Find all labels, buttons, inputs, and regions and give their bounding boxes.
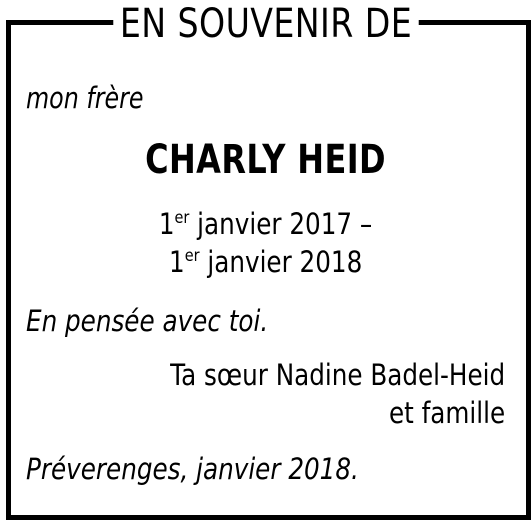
start-date-rest: janvier 2017 – [189, 207, 373, 241]
relation-intro: mon frère [26, 81, 144, 115]
signature-line-2: et famille [388, 396, 505, 430]
thought-message: En pensée avec toi. [26, 304, 269, 338]
deceased-name-text: CHARLY HEID [145, 137, 386, 183]
end-date-suffix: er [184, 246, 200, 266]
start-date-day: 1 [158, 207, 175, 241]
signature-line-1: Ta sœur Nadine Badel-Heid [169, 358, 505, 392]
life-dates [0, 205, 531, 281]
end-date-day: 1 [168, 245, 185, 279]
end-date-rest: janvier 2018 [199, 245, 363, 279]
signature-block [111, 356, 505, 432]
start-date-suffix: er [174, 208, 190, 228]
start-date-line [0, 205, 531, 243]
deceased-name [0, 136, 531, 184]
end-date-line [0, 243, 531, 281]
notice-heading [0, 0, 531, 50]
heading-title: EN SOUVENIR DE [113, 0, 418, 48]
place-and-date: Préverenges, janvier 2018. [26, 452, 359, 486]
